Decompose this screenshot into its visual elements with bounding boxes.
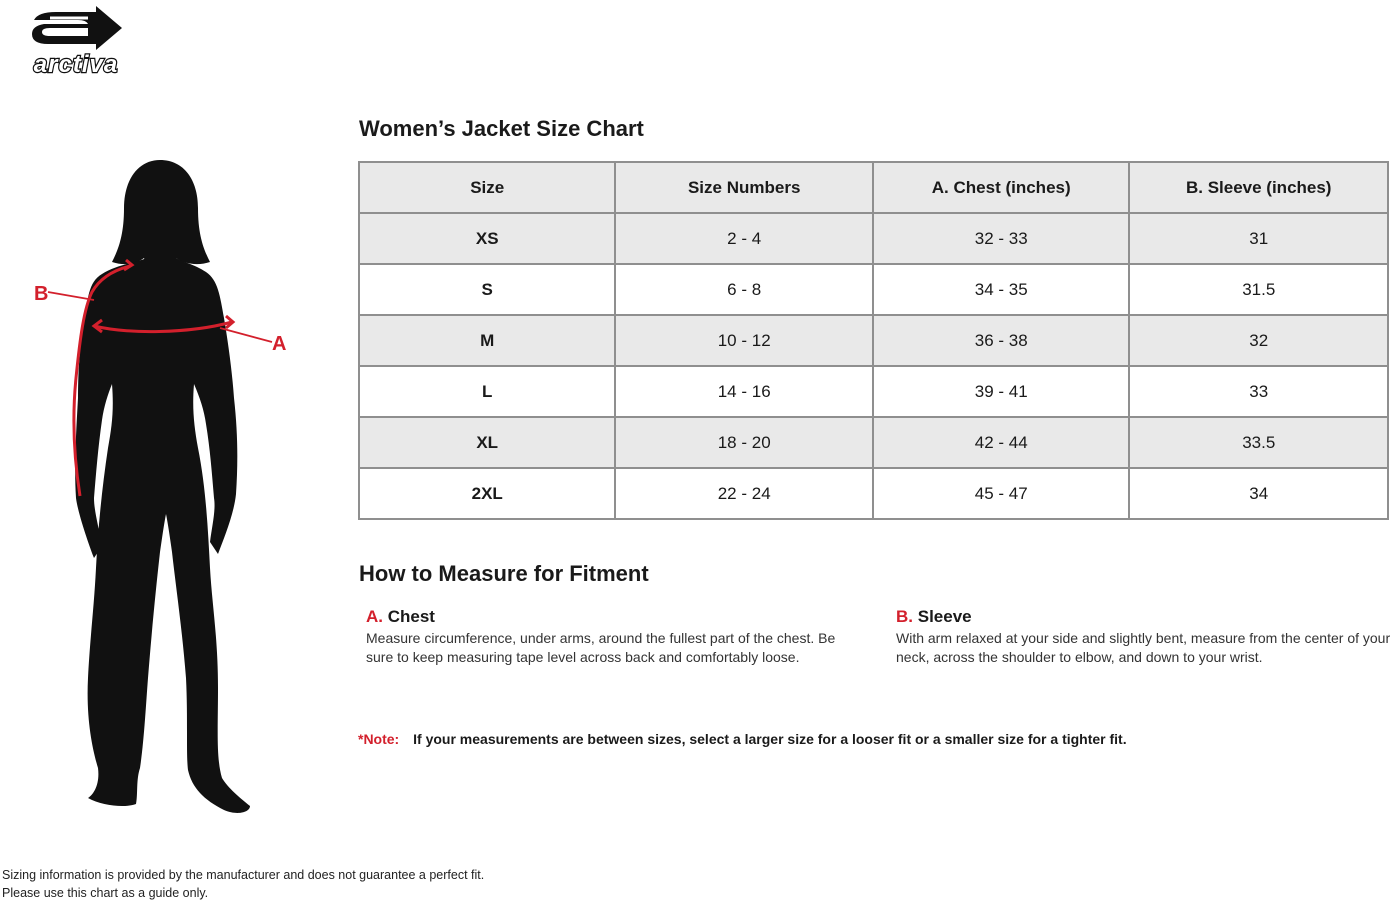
label-a: A [272, 333, 287, 355]
table-cell: 10 - 12 [615, 315, 873, 366]
sleeve-text: With arm relaxed at your side and slightly bent, measure from the center of your neck, across the shoulder to elbow, and down to your wrist. [896, 630, 1391, 665]
note-label: *Note: [358, 731, 400, 747]
measurement-figure [28, 158, 298, 823]
chest-name: Chest [387, 607, 435, 626]
sleeve-instructions [896, 607, 1391, 667]
disclaimer [2, 866, 484, 902]
fit-note [358, 731, 1127, 747]
table-cell: 31.5 [1129, 264, 1388, 315]
table-cell: 32 [1129, 315, 1388, 366]
table-cell: 45 - 47 [873, 468, 1130, 519]
table-cell: 34 [1129, 468, 1388, 519]
table-cell: S [359, 264, 615, 315]
chest-letter: A. [366, 607, 383, 626]
page-title: Women’s Jacket Size Chart [359, 116, 644, 141]
female-silhouette-icon [28, 158, 298, 823]
size-chart-table [358, 161, 1389, 520]
label-b: B [34, 283, 49, 305]
table-cell: 18 - 20 [615, 417, 873, 468]
table-row [359, 468, 1388, 519]
table-cell: 33 [1129, 366, 1388, 417]
table-cell: 32 - 33 [873, 213, 1130, 264]
table-cell: 39 - 41 [873, 366, 1130, 417]
sleeve-heading [896, 607, 1391, 627]
table-cell: 36 - 38 [873, 315, 1130, 366]
disclaimer-line: Sizing information is provided by the manufacturer and does not guarantee a perfect fit. [2, 868, 485, 882]
table-row [359, 417, 1388, 468]
arctiva-logo-icon [4, 6, 148, 76]
column-header: A. Chest (inches) [873, 162, 1130, 213]
table-cell: XL [359, 417, 615, 468]
column-header: Size Numbers [615, 162, 873, 213]
chest-heading [366, 607, 866, 627]
table-cell: 22 - 24 [615, 468, 873, 519]
measure-section-title: How to Measure for Fitment [359, 561, 649, 586]
brand-logo [4, 6, 148, 76]
table-cell: L [359, 366, 615, 417]
chest-text: Measure circumference, under arms, around the fullest part of the chest. Be sure to keep measuring tape level across back and comfortably loose. [366, 630, 836, 665]
table-cell: 2XL [359, 468, 615, 519]
table-row [359, 315, 1388, 366]
table-cell: 33.5 [1129, 417, 1388, 468]
chest-instructions [366, 607, 866, 667]
sleeve-letter: B. [896, 607, 913, 626]
table-cell: 42 - 44 [873, 417, 1130, 468]
column-header: B. Sleeve (inches) [1129, 162, 1388, 213]
disclaimer-line: Please use this chart as a guide only. [2, 886, 209, 900]
table-cell: 2 - 4 [615, 213, 873, 264]
table-cell: 31 [1129, 213, 1388, 264]
table-cell: XS [359, 213, 615, 264]
sleeve-name: Sleeve [917, 607, 972, 626]
table-cell: 34 - 35 [873, 264, 1130, 315]
note-text: If your measurements are between sizes, select a larger size for a looser fit or a smaller size for a tighter fit. [413, 731, 1127, 747]
column-header: Size [359, 162, 615, 213]
table-cell: 14 - 16 [615, 366, 873, 417]
table-row [359, 213, 1388, 264]
brand-wordmark: arctiva [33, 51, 119, 76]
table-cell: M [359, 315, 615, 366]
table-row [359, 366, 1388, 417]
table-header-row [359, 162, 1388, 213]
table-row [359, 264, 1388, 315]
table-cell: 6 - 8 [615, 264, 873, 315]
